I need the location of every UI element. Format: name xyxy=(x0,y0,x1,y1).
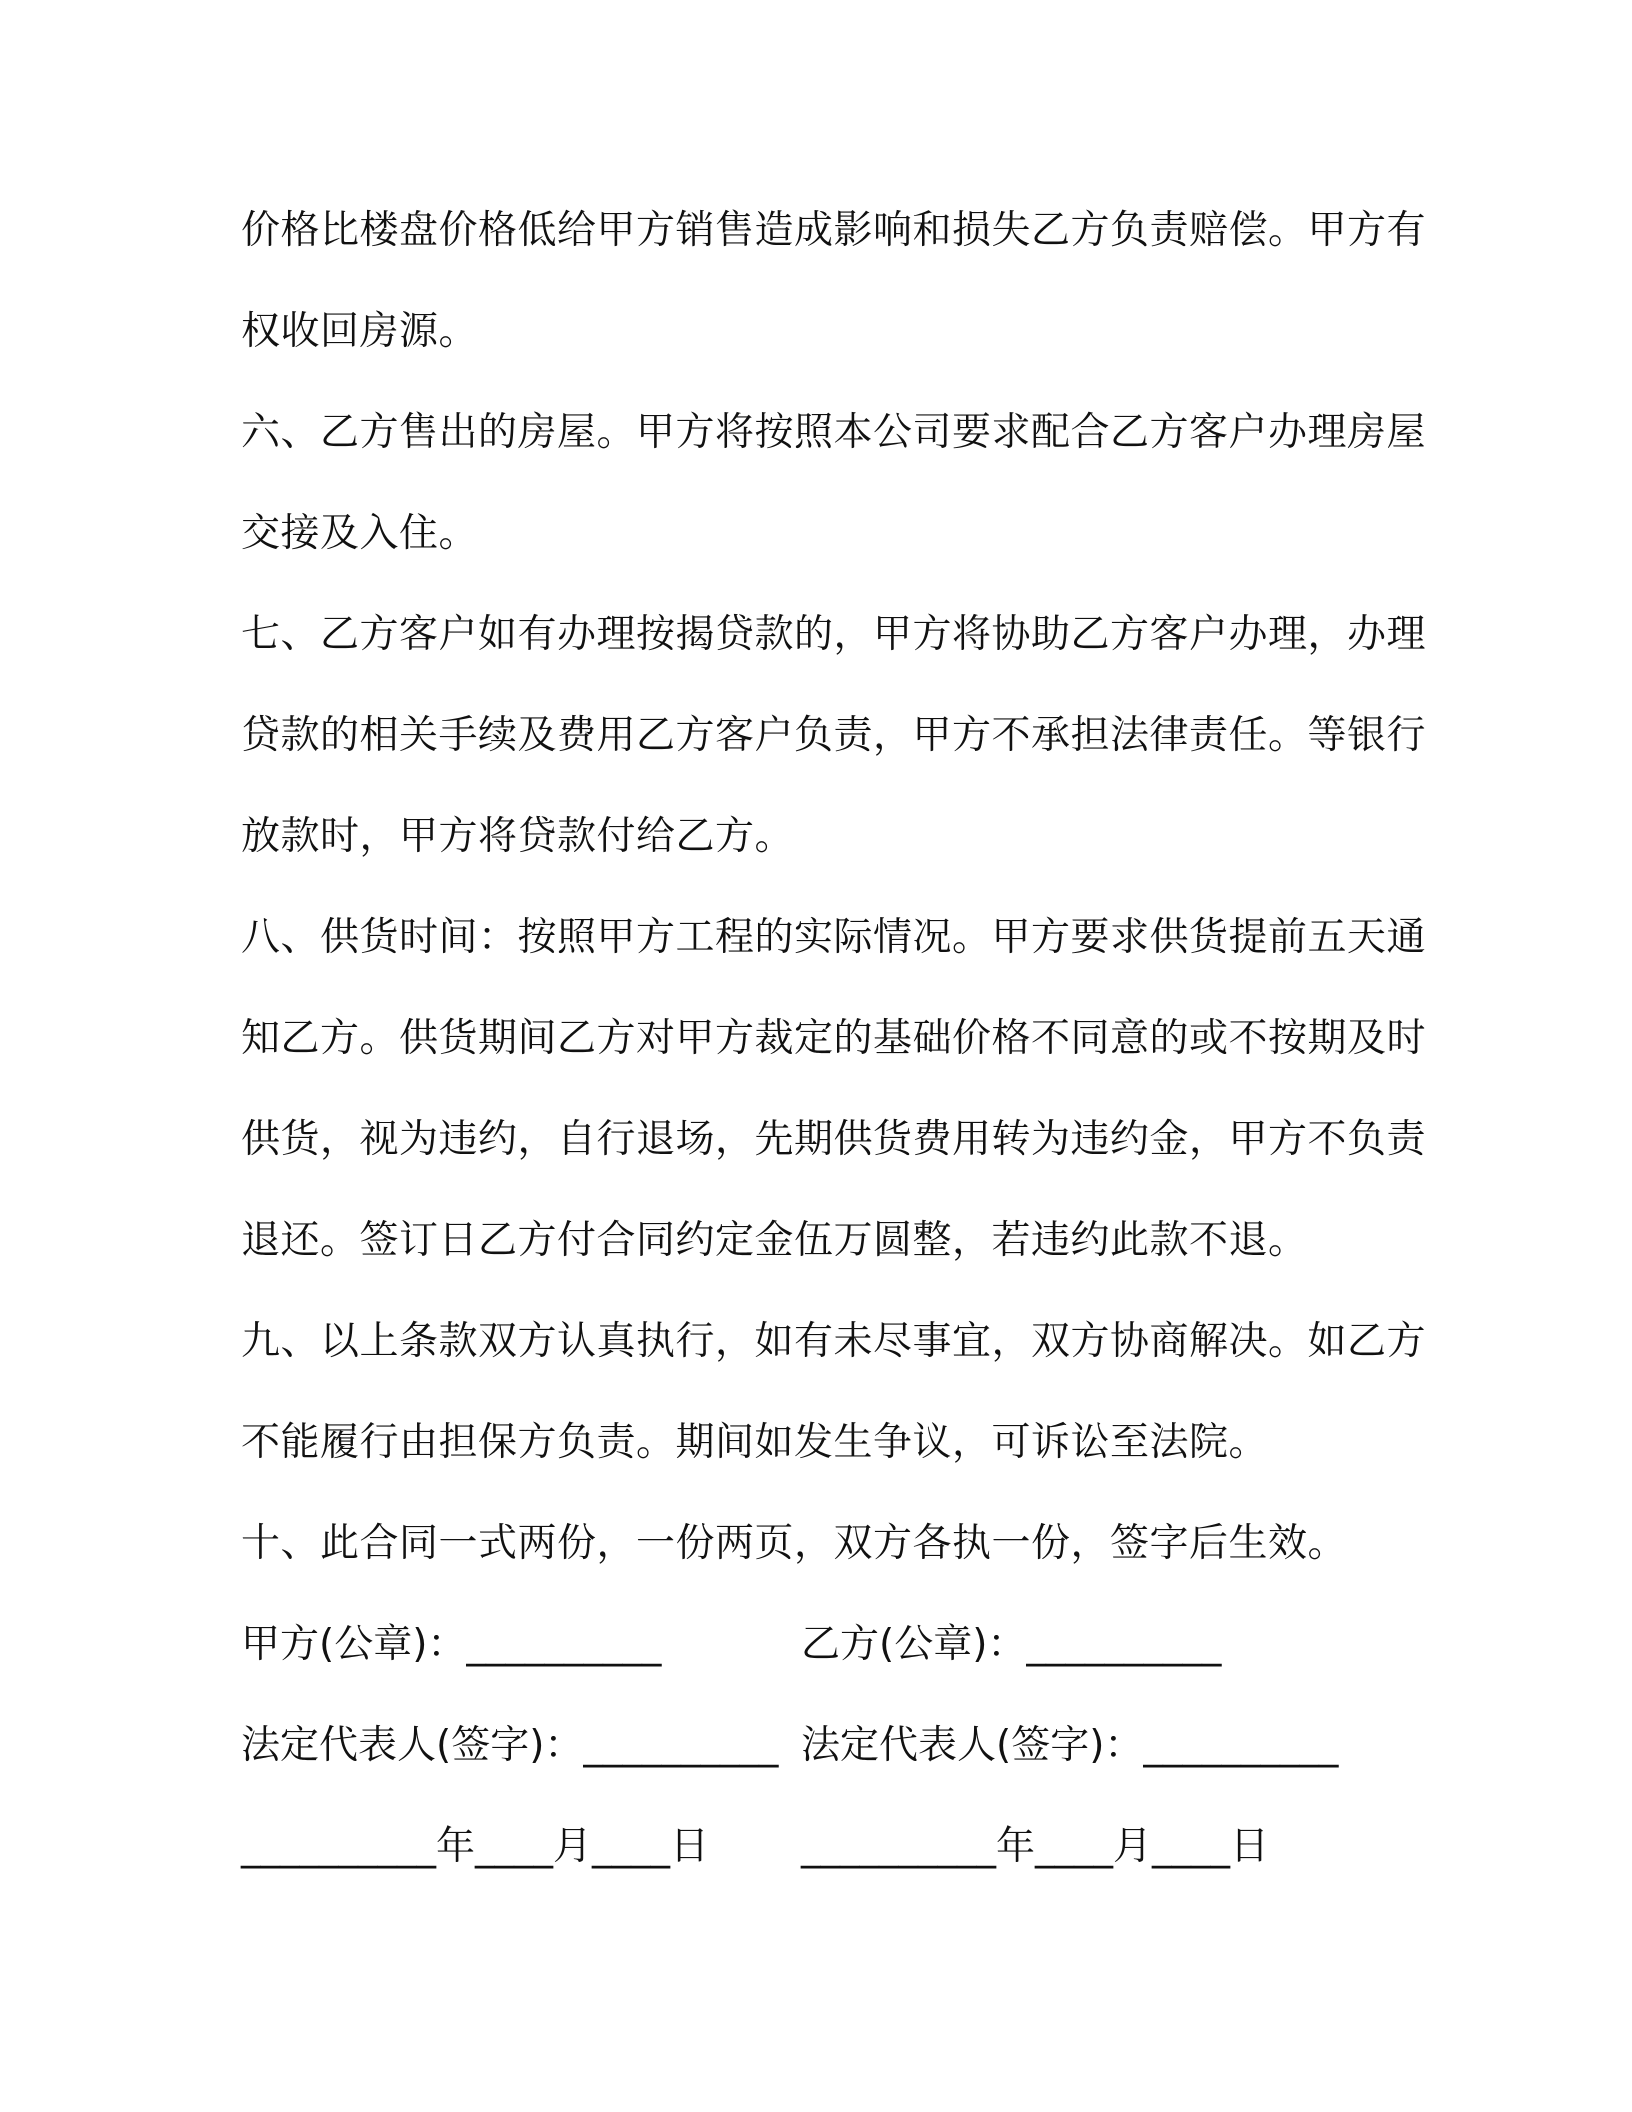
body-line: 退还。签订日乙方付合同约定金伍万圆整，若违约此款不退。 xyxy=(241,1218,1308,1263)
party-a-seal-field: 甲方(公章)：__________ xyxy=(241,1622,662,1667)
clause-seven: 七、乙方客户如有办理按揭贷款的，甲方将协助乙方客户办理，办理 xyxy=(241,612,1427,657)
body-line: 不能履行由担保方负责。期间如发生争议，可诉讼至法院。 xyxy=(241,1420,1269,1465)
body-line: 放款时，甲方将贷款付给乙方。 xyxy=(241,814,795,859)
party-a-date-field: __________年____月____日 xyxy=(241,1824,710,1869)
body-line: 知乙方。供货期间乙方对甲方裁定的基础价格不同意的或不按期及时 xyxy=(241,1016,1427,1061)
clause-ten: 十、此合同一式两份，一份两页，双方各执一份，签字后生效。 xyxy=(241,1521,1348,1566)
party-b-representative-field: 法定代表人(签字)：__________ xyxy=(801,1723,1339,1768)
representative-row xyxy=(241,1695,1371,1796)
body-line: 贷款的相关手续及费用乙方客户负责，甲方不承担法律责任。等银行 xyxy=(241,713,1427,758)
body-line: 交接及入住。 xyxy=(241,511,479,556)
clause-nine: 九、以上条款双方认真执行，如有未尽事宜，双方协商解决。如乙方 xyxy=(241,1319,1427,1364)
body-line: 供货，视为违约，自行退场，先期供货费用转为违约金，甲方不负责 xyxy=(241,1117,1427,1162)
party-b-date-field: __________年____月____日 xyxy=(801,1824,1270,1869)
clause-eight: 八、供货时间：按照甲方工程的实际情况。甲方要求供货提前五天通 xyxy=(241,915,1427,960)
body-line: 价格比楼盘价格低给甲方销售造成影响和损失乙方负责赔偿。甲方有 xyxy=(241,208,1427,253)
clause-six: 六、乙方售出的房屋。甲方将按照本公司要求配合乙方客户办理房屋 xyxy=(241,410,1427,455)
contract-page xyxy=(241,180,1427,1897)
body-line: 权收回房源。 xyxy=(241,309,479,354)
seal-row xyxy=(241,1594,1371,1695)
party-b-seal-field: 乙方(公章)：__________ xyxy=(801,1622,1222,1667)
party-a-representative-field: 法定代表人(签字)：__________ xyxy=(241,1723,779,1768)
date-row xyxy=(241,1796,1371,1897)
